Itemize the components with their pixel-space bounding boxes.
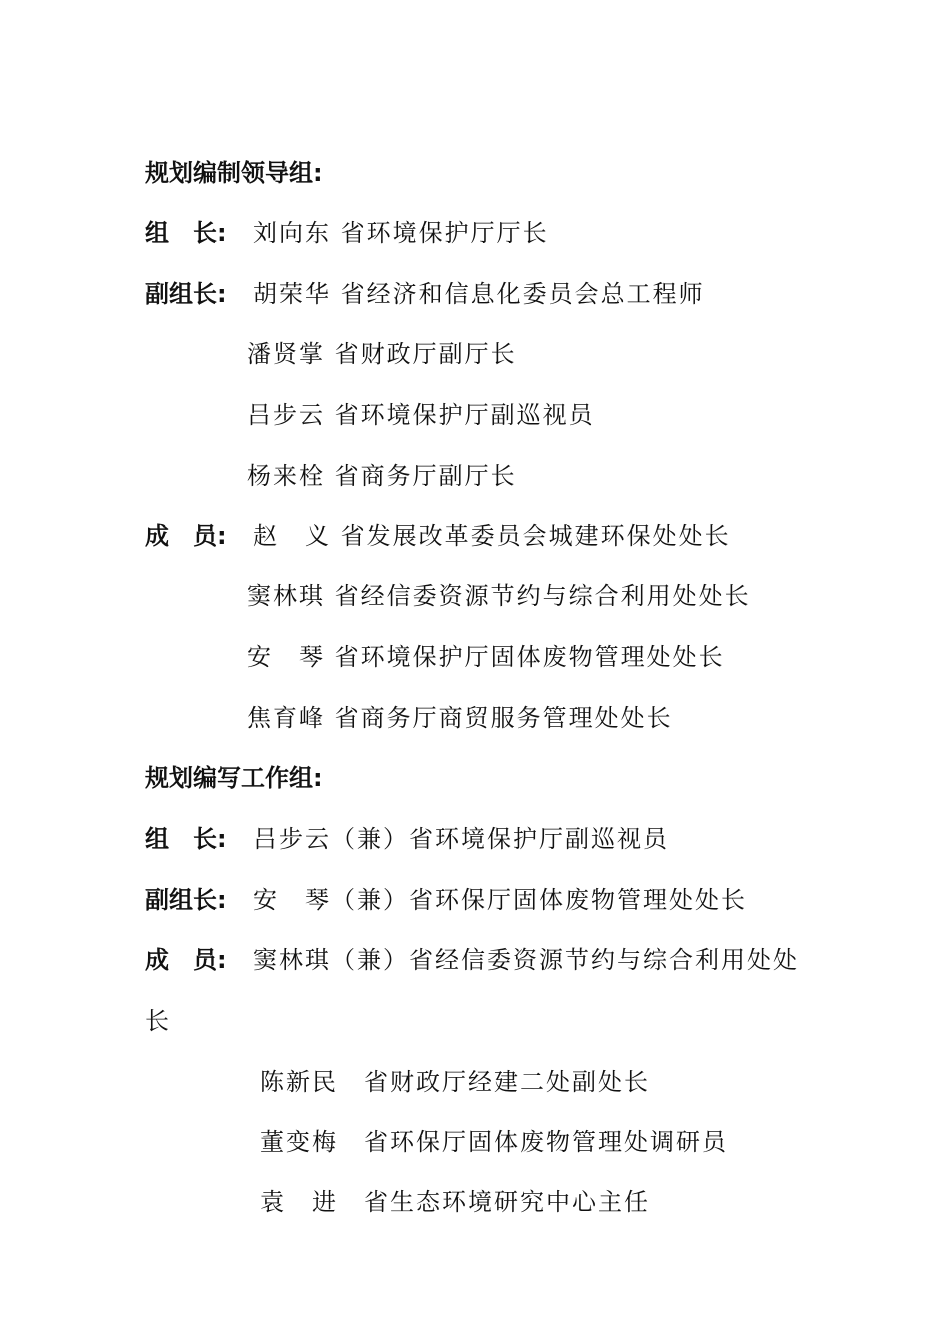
leadership-leader-label: 组 长: <box>145 219 227 247</box>
writing-member: 陈新民 省财政厅经建二处副处长 <box>260 1068 650 1096</box>
writing-leader-label: 组 长: <box>145 825 227 853</box>
writing-group-title: 规划编写工作组: <box>145 764 323 792</box>
leadership-member: 窦林琪 省经信委资源节约与综合利用处处长 <box>247 582 751 610</box>
leadership-member: 安 琴 省环境保护厅固体废物管理处处长 <box>247 643 725 671</box>
leadership-deputy: 潘贤掌 省财政厅副厅长 <box>247 340 517 368</box>
writing-member-label: 成 员: <box>145 946 227 974</box>
leadership-deputy: 杨来栓 省商务厅副厅长 <box>247 462 517 490</box>
leadership-deputy-label: 副组长: <box>145 280 227 308</box>
writing-member: 袁 进 省生态环境研究中心主任 <box>260 1188 650 1216</box>
writing-leader: 吕步云（兼）省环境保护厅副巡视员 <box>253 825 669 853</box>
leadership-deputy: 吕步云 省环境保护厅副巡视员 <box>247 401 595 429</box>
writing-member-wrap: 长 <box>145 1007 171 1035</box>
leadership-group-title: 规划编制领导组: <box>145 159 323 187</box>
writing-deputy: 安 琴（兼）省环保厅固体废物管理处处长 <box>253 886 747 914</box>
writing-deputy-label: 副组长: <box>145 886 227 914</box>
writing-member: 窦林琪（兼）省经信委资源节约与综合利用处处 <box>253 946 799 974</box>
leadership-member: 赵 义 省发展改革委员会城建环保处处长 <box>253 522 731 550</box>
writing-member: 董变梅 省环保厅固体废物管理处调研员 <box>260 1128 728 1156</box>
leadership-leader: 刘向东 省环境保护厅厅长 <box>253 219 549 247</box>
leadership-member: 焦育峰 省商务厅商贸服务管理处处长 <box>247 704 673 732</box>
leadership-member-label: 成 员: <box>145 522 227 550</box>
leadership-deputy: 胡荣华 省经济和信息化委员会总工程师 <box>253 280 705 308</box>
